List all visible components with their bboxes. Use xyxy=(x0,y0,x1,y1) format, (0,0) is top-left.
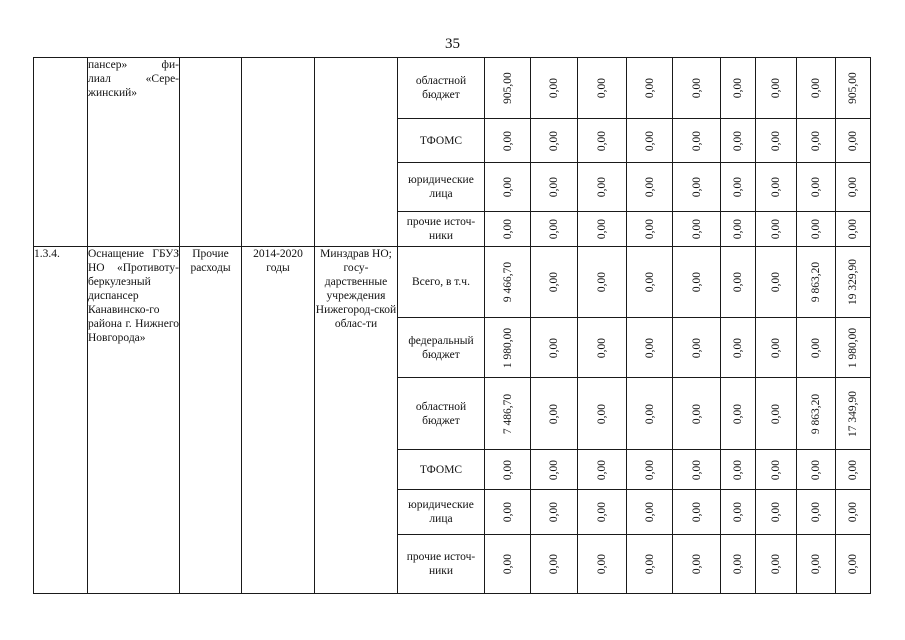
name-cell xyxy=(88,58,180,247)
value-cell xyxy=(531,247,578,318)
value-cell xyxy=(797,535,836,594)
code-cell xyxy=(34,58,88,247)
value-cell xyxy=(531,318,578,378)
value-cell xyxy=(485,490,531,535)
value-text: 0,00 xyxy=(732,77,744,99)
category-cell: Прочие расходы xyxy=(180,247,242,594)
value-text: 0,00 xyxy=(770,501,782,523)
value-text: 0,00 xyxy=(810,77,822,99)
source-cell: прочие источ-ники xyxy=(398,212,485,247)
value-text: 0,00 xyxy=(770,271,782,293)
value-cell xyxy=(673,119,721,163)
source-cell: юридические лица xyxy=(398,163,485,212)
page-number: 35 xyxy=(445,36,460,52)
budget-table xyxy=(33,57,871,594)
value-cell xyxy=(578,119,627,163)
name-cell: Оснащение ГБУЗ НО «Противоту-беркулезный диспансер Канавинско-го района г. Нижнего Новгорода» xyxy=(88,247,180,594)
value-text: 0,00 xyxy=(732,271,744,293)
value-cell xyxy=(836,535,871,594)
value-text: 0,00 xyxy=(810,176,822,198)
value-cell xyxy=(627,212,673,247)
value-cell xyxy=(797,247,836,318)
value-cell xyxy=(485,212,531,247)
value-cell xyxy=(627,535,673,594)
value-text: 0,00 xyxy=(732,403,744,424)
value-cell xyxy=(797,212,836,247)
value-cell xyxy=(836,450,871,490)
value-text: 0,00 xyxy=(501,459,514,480)
value-text: 0,00 xyxy=(770,337,782,358)
value-text: 0,00 xyxy=(643,403,656,424)
value-text: 0,00 xyxy=(732,501,744,523)
value-text: 0,00 xyxy=(810,459,822,480)
value-text: 0,00 xyxy=(548,501,560,523)
value-cell xyxy=(531,119,578,163)
executor-cell: Минздрав НО; госу-дарственные учреждения Нижегород-ской облас-ти xyxy=(315,247,398,594)
value-text: 0,00 xyxy=(690,403,703,424)
value-cell xyxy=(836,247,871,318)
source-cell: ТФОМС xyxy=(398,119,485,163)
value-cell xyxy=(485,247,531,318)
value-text: 0,00 xyxy=(847,459,859,480)
value-cell xyxy=(627,163,673,212)
value-cell xyxy=(721,318,756,378)
value-text: 0,00 xyxy=(690,271,703,293)
value-text: 0,00 xyxy=(810,130,822,151)
value-cell xyxy=(627,450,673,490)
value-text: 0,00 xyxy=(643,218,656,240)
value-cell xyxy=(797,318,836,378)
value-text: 0,00 xyxy=(596,271,608,293)
value-cell xyxy=(673,378,721,450)
value-cell xyxy=(485,318,531,378)
value-cell xyxy=(836,490,871,535)
value-cell xyxy=(531,58,578,119)
value-text: 9 863,20 xyxy=(810,393,822,434)
value-text: 0,00 xyxy=(770,218,782,240)
value-cell xyxy=(673,58,721,119)
value-cell xyxy=(721,450,756,490)
value-cell xyxy=(721,119,756,163)
source-cell: ТФОМС xyxy=(398,450,485,490)
source-cell: прочие источ-ники xyxy=(398,535,485,594)
value-text: 0,00 xyxy=(548,553,560,575)
value-text: 0,00 xyxy=(643,337,656,358)
value-cell xyxy=(721,58,756,119)
value-cell xyxy=(836,212,871,247)
value-cell xyxy=(531,535,578,594)
value-text: 905,00 xyxy=(501,72,514,104)
value-text: 0,00 xyxy=(643,271,656,293)
value-cell xyxy=(836,163,871,212)
value-cell xyxy=(756,247,797,318)
period-cell xyxy=(242,58,315,247)
value-text: 0,00 xyxy=(690,130,703,151)
value-text: 0,00 xyxy=(501,176,514,198)
value-cell xyxy=(721,247,756,318)
value-text: 0,00 xyxy=(732,337,744,358)
value-text: 0,00 xyxy=(770,553,782,575)
value-cell xyxy=(756,490,797,535)
value-cell xyxy=(673,535,721,594)
value-cell xyxy=(836,58,871,119)
value-text: 0,00 xyxy=(501,130,514,151)
value-cell xyxy=(756,119,797,163)
value-text: 905,00 xyxy=(847,72,859,104)
value-text: 0,00 xyxy=(548,403,560,424)
value-cell xyxy=(531,212,578,247)
value-text: 0,00 xyxy=(596,176,608,198)
value-text: 0,00 xyxy=(770,77,782,99)
value-text: 0,00 xyxy=(770,130,782,151)
value-text: 0,00 xyxy=(596,501,608,523)
value-text: 0,00 xyxy=(847,553,859,575)
value-cell xyxy=(756,535,797,594)
value-cell xyxy=(627,318,673,378)
value-cell xyxy=(721,163,756,212)
code-cell: 1.3.4. xyxy=(34,247,88,594)
value-text: 0,00 xyxy=(643,130,656,151)
value-text: 0,00 xyxy=(732,130,744,151)
table-row xyxy=(34,247,871,318)
value-cell xyxy=(756,318,797,378)
value-cell xyxy=(578,247,627,318)
source-cell: федеральный бюджет xyxy=(398,318,485,378)
value-text: 0,00 xyxy=(596,553,608,575)
value-cell xyxy=(756,212,797,247)
value-text: 0,00 xyxy=(770,459,782,480)
value-cell xyxy=(485,450,531,490)
value-cell xyxy=(721,378,756,450)
value-text: 0,00 xyxy=(690,459,703,480)
value-text: 0,00 xyxy=(690,176,703,198)
executor-cell xyxy=(315,58,398,247)
value-cell xyxy=(578,535,627,594)
value-text: 0,00 xyxy=(810,337,822,358)
value-text: 0,00 xyxy=(847,218,859,240)
value-text: 0,00 xyxy=(810,218,822,240)
value-cell xyxy=(673,163,721,212)
source-cell: областной бюджет xyxy=(398,58,485,119)
value-text: 0,00 xyxy=(643,77,656,99)
value-text: 0,00 xyxy=(690,77,703,99)
value-cell xyxy=(673,490,721,535)
value-cell xyxy=(485,163,531,212)
value-text: 0,00 xyxy=(596,77,608,99)
value-text: 0,00 xyxy=(548,176,560,198)
value-cell xyxy=(756,58,797,119)
value-cell xyxy=(578,490,627,535)
table-row xyxy=(34,58,871,119)
value-text: 1 980,00 xyxy=(847,327,859,368)
value-cell xyxy=(578,58,627,119)
value-cell xyxy=(836,378,871,450)
value-cell xyxy=(797,163,836,212)
value-cell xyxy=(627,378,673,450)
source-cell: областной бюджет xyxy=(398,378,485,450)
period-cell: 2014-2020 годы xyxy=(242,247,315,594)
value-text: 9 863,20 xyxy=(810,261,822,303)
value-cell xyxy=(756,450,797,490)
value-cell xyxy=(797,58,836,119)
value-text: 0,00 xyxy=(596,218,608,240)
value-text: 0,00 xyxy=(847,501,859,523)
value-cell xyxy=(531,378,578,450)
value-text: 0,00 xyxy=(732,218,744,240)
value-cell xyxy=(756,163,797,212)
value-text: 0,00 xyxy=(643,459,656,480)
value-text: 0,00 xyxy=(690,337,703,358)
value-cell xyxy=(673,450,721,490)
value-cell xyxy=(485,119,531,163)
value-text: 0,00 xyxy=(810,553,822,575)
value-cell xyxy=(673,212,721,247)
value-text: 0,00 xyxy=(690,553,703,575)
name-line: пансер» фи- xyxy=(88,59,179,71)
value-cell xyxy=(578,163,627,212)
value-cell xyxy=(485,58,531,119)
value-cell xyxy=(797,490,836,535)
value-cell xyxy=(531,163,578,212)
value-cell xyxy=(578,378,627,450)
value-cell xyxy=(836,119,871,163)
value-text: 17 349,90 xyxy=(847,390,859,437)
value-text: 0,00 xyxy=(501,218,514,240)
value-text: 0,00 xyxy=(690,218,703,240)
value-cell xyxy=(627,490,673,535)
source-cell: Всего, в т.ч. xyxy=(398,247,485,318)
value-text: 0,00 xyxy=(643,501,656,523)
value-text: 0,00 xyxy=(847,130,859,151)
value-text: 0,00 xyxy=(596,130,608,151)
value-cell xyxy=(797,450,836,490)
value-text: 0,00 xyxy=(548,271,560,293)
value-cell xyxy=(721,490,756,535)
value-text: 0,00 xyxy=(501,501,514,523)
value-text: 0,00 xyxy=(732,459,744,480)
value-text: 0,00 xyxy=(810,501,822,523)
value-cell xyxy=(721,212,756,247)
value-text: 0,00 xyxy=(596,337,608,358)
value-text: 0,00 xyxy=(501,553,514,575)
name-line: жинский» xyxy=(88,87,138,99)
value-text: 0,00 xyxy=(770,403,782,424)
value-text: 0,00 xyxy=(643,176,656,198)
value-cell xyxy=(485,535,531,594)
value-cell xyxy=(578,450,627,490)
source-cell: юридические лица xyxy=(398,490,485,535)
value-text: 0,00 xyxy=(548,77,560,99)
value-cell xyxy=(578,318,627,378)
value-cell xyxy=(756,378,797,450)
value-cell xyxy=(627,247,673,318)
value-text: 7 486,70 xyxy=(501,393,514,434)
value-cell xyxy=(797,378,836,450)
value-cell xyxy=(836,318,871,378)
value-text: 0,00 xyxy=(732,553,744,575)
value-text: 0,00 xyxy=(548,459,560,480)
value-cell xyxy=(485,378,531,450)
value-text: 0,00 xyxy=(690,501,703,523)
value-cell xyxy=(673,318,721,378)
value-text: 0,00 xyxy=(732,176,744,198)
value-text: 0,00 xyxy=(643,553,656,575)
value-text: 0,00 xyxy=(548,130,560,151)
value-text: 19 329,90 xyxy=(847,259,859,305)
value-cell xyxy=(673,247,721,318)
value-text: 0,00 xyxy=(847,176,859,198)
name-line: лиал «Сере- xyxy=(88,73,179,85)
value-cell xyxy=(531,450,578,490)
value-text: 0,00 xyxy=(548,218,560,240)
value-text: 0,00 xyxy=(770,176,782,198)
value-cell xyxy=(797,119,836,163)
value-cell xyxy=(627,119,673,163)
value-text: 0,00 xyxy=(548,337,560,358)
value-text: 9 466,70 xyxy=(501,261,514,303)
value-cell xyxy=(721,535,756,594)
value-text: 0,00 xyxy=(596,459,608,480)
value-text: 0,00 xyxy=(596,403,608,424)
value-cell xyxy=(531,490,578,535)
value-text: 1 980,00 xyxy=(501,327,514,368)
category-cell xyxy=(180,58,242,247)
value-cell xyxy=(578,212,627,247)
value-cell xyxy=(627,58,673,119)
